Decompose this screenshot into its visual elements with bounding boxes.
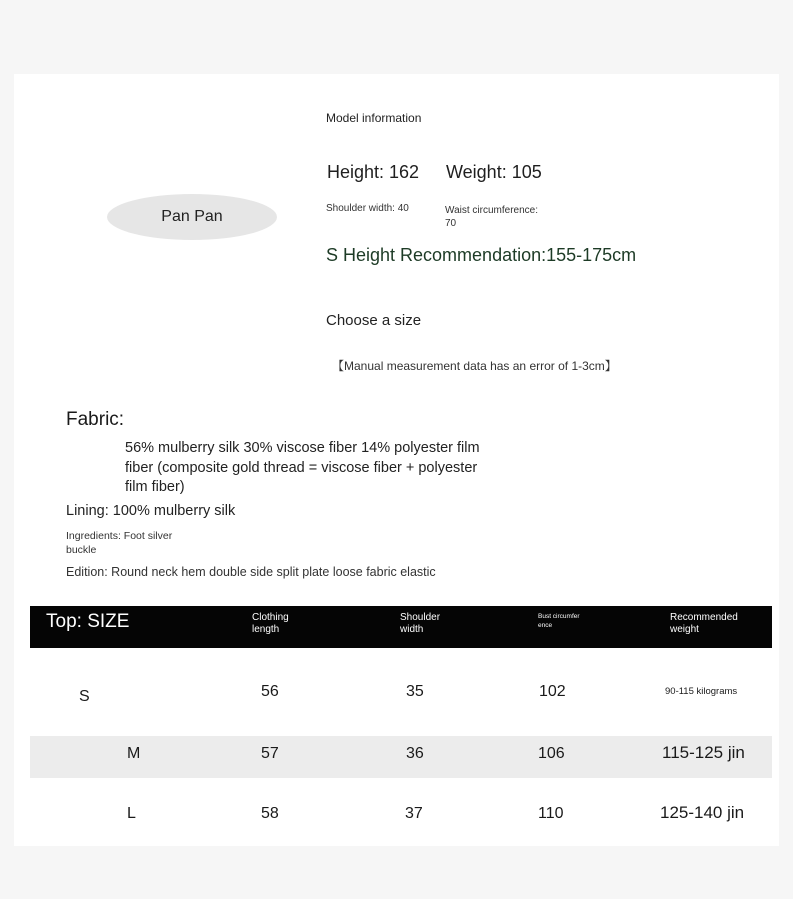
lining-info: Lining: 100% mulberry silk — [66, 503, 236, 519]
model-height: Height: 162 — [327, 162, 420, 182]
cell-length: 58 — [261, 805, 279, 822]
edition-info: Edition: Round neck hem double side split plate loose fabric elastic — [66, 565, 436, 579]
size-table — [30, 606, 772, 844]
cell-shoulder: 37 — [405, 805, 423, 822]
table-row — [30, 736, 772, 778]
cell-bust: 110 — [538, 805, 564, 822]
cell-weight: 125-140 jin — [660, 803, 745, 822]
table-row — [30, 648, 772, 736]
cell-bust: 102 — [539, 683, 566, 700]
model-weight: Weight: 105 — [446, 162, 542, 182]
measurement-note: 【Manual measurement data has an error of 1-3cm】 — [332, 359, 617, 373]
header-clothing-length: Clothing length — [252, 612, 289, 635]
model-waist: Waist circumference: 70 — [445, 205, 538, 229]
cell-shoulder: 35 — [406, 683, 424, 700]
cell-length: 57 — [261, 745, 279, 762]
model-info-title: Model information — [326, 111, 422, 125]
header-recommended-weight: Recommended weight — [670, 612, 738, 635]
model-name: Pan Pan — [161, 208, 223, 225]
cell-weight: 90-115 kilograms — [665, 686, 738, 697]
product-detail-card — [14, 74, 779, 846]
model-name-badge — [107, 194, 277, 240]
fabric-composition: 56% mulberry silk 30% viscose fiber 14% polyester film fiber (composite gold thread = viscose fiber + polyester film fiber) — [125, 440, 480, 495]
table-row — [30, 778, 772, 844]
cell-weight: 115-125 jin — [662, 743, 745, 762]
model-shoulder: Shoulder width: 40 — [326, 203, 409, 214]
header-shoulder-width: Shoulder width — [400, 612, 441, 635]
ingredients-info: Ingredients: Foot silver buckle — [66, 530, 173, 556]
cell-size: S — [79, 688, 90, 705]
height-recommendation: S Height Recommendation:155-175cm — [326, 245, 637, 265]
cell-length: 56 — [261, 683, 279, 700]
cell-size: M — [127, 745, 141, 762]
header-bust-circumference: Bust circumference — [538, 613, 580, 629]
cell-shoulder: 36 — [406, 745, 424, 762]
fabric-label: Fabric: — [66, 409, 125, 430]
size-table-title: Top: SIZE — [46, 611, 130, 632]
cell-bust: 106 — [538, 745, 565, 762]
size-table-header — [30, 606, 772, 648]
choose-size-heading: Choose a size — [326, 312, 422, 329]
cell-size: L — [127, 805, 136, 822]
